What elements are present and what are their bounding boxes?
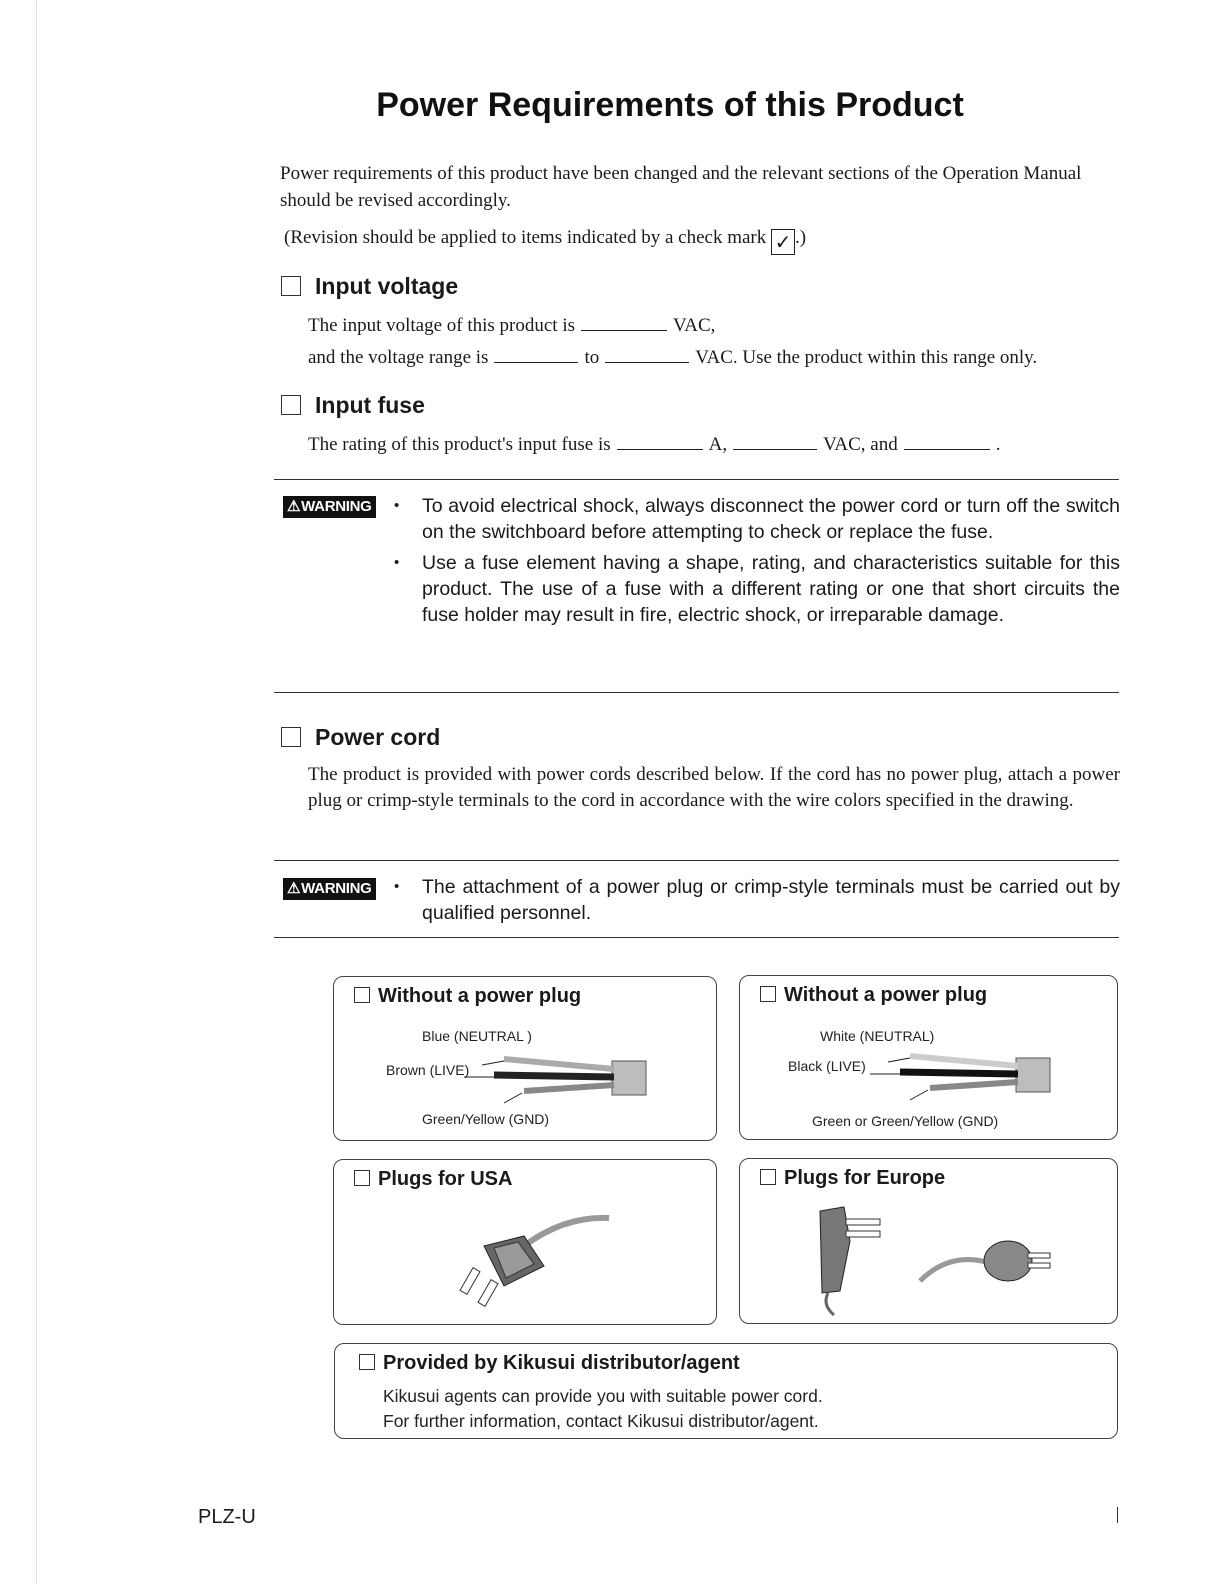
warning-triangle-icon: ⚠ bbox=[287, 498, 301, 515]
revision-text: (Revision should be applied to items indicated by a check mark bbox=[284, 227, 772, 248]
power-cord-label: Power cord bbox=[315, 724, 441, 750]
divider bbox=[274, 937, 1119, 938]
ground-wire-label: Green or Green/Yellow (GND) bbox=[812, 1113, 999, 1129]
live-wire-label: Black (LIVE) bbox=[788, 1058, 866, 1074]
footer-model: PLZ-U bbox=[198, 1506, 256, 1528]
divider bbox=[274, 479, 1119, 480]
fuse-end: . bbox=[995, 434, 1001, 455]
panel-plugs-europe bbox=[739, 1158, 1118, 1324]
panel-provided-by-agent bbox=[334, 1343, 1118, 1439]
input-fuse-line bbox=[308, 433, 1000, 456]
range-end-text: VAC. Use the product within this range only. bbox=[695, 347, 1038, 368]
page-mark bbox=[1117, 1507, 1118, 1523]
neutral-wire-label: Blue (NEUTRAL ) bbox=[422, 1028, 532, 1044]
agent-line-2: For further information, contact Kikusui distributor/agent. bbox=[383, 1411, 819, 1431]
input-voltage-line-1 bbox=[308, 314, 715, 337]
neutral-wire-label: White (NEUTRAL) bbox=[820, 1028, 935, 1044]
panel-title-text: Without a power plug bbox=[784, 984, 988, 1006]
power-cord-paragraph: The product is provided with power cords described below. If the cord has no power plug, attach a power plug or crimp-style terminals to the cord in accordance with the wire colors specified in the drawing. bbox=[308, 764, 1120, 811]
cord-warning-list bbox=[422, 874, 1120, 926]
usa-plug-icon bbox=[444, 1206, 614, 1316]
option-checkbox[interactable] bbox=[354, 987, 370, 1003]
live-wire-label: Brown (LIVE) bbox=[386, 1062, 470, 1078]
option-checkbox[interactable] bbox=[359, 1354, 375, 1370]
panel-plugs-usa bbox=[333, 1159, 717, 1325]
fuse-volt-unit: VAC, and bbox=[823, 434, 898, 455]
fuse-warning-item: • Use a fuse element having a shape, rating, and characteristics suitable for this product. The use of a fuse with a different rating or one that short circuits the fuse holder may result in fire, electric shock, or irreparable damage. bbox=[422, 550, 1120, 628]
panel-title bbox=[354, 985, 581, 1008]
input-fuse-label: Input fuse bbox=[315, 392, 425, 418]
panel-title-text: Plugs for USA bbox=[378, 1168, 513, 1190]
divider bbox=[274, 860, 1119, 861]
range-min-blank bbox=[494, 346, 578, 363]
page-title: Power Requirements of this Product bbox=[376, 86, 964, 124]
power-cord-checkbox[interactable] bbox=[281, 727, 301, 747]
range-to-text: to bbox=[584, 347, 600, 368]
scan-edge bbox=[36, 0, 38, 1584]
panel-without-plug-us bbox=[739, 975, 1118, 1140]
divider bbox=[274, 692, 1119, 693]
warning-label: WARNING bbox=[301, 880, 372, 897]
option-checkbox[interactable] bbox=[354, 1170, 370, 1186]
option-checkbox[interactable] bbox=[760, 986, 776, 1002]
range-max-blank bbox=[605, 346, 689, 363]
input-voltage-line-2 bbox=[308, 346, 1037, 369]
warning-triangle-icon: ⚠ bbox=[287, 880, 301, 897]
revision-text-end: .) bbox=[795, 227, 807, 248]
ground-wire-label: Green/Yellow (GND) bbox=[422, 1111, 550, 1127]
power-cord-heading bbox=[281, 724, 440, 751]
fuse-text: The rating of this product's input fuse is bbox=[308, 434, 611, 455]
input-fuse-checkbox[interactable] bbox=[281, 395, 301, 415]
wire-illustration bbox=[464, 1039, 654, 1111]
intro-paragraph: Power requirements of this product have been changed and the relevant sections of the Operation Manual should be revised accordingly. bbox=[280, 163, 1082, 211]
option-checkbox[interactable] bbox=[760, 1169, 776, 1185]
warning-badge bbox=[283, 878, 376, 900]
panel-title bbox=[354, 1168, 512, 1191]
input-voltage-heading bbox=[281, 273, 458, 300]
revision-note bbox=[284, 224, 806, 255]
panel-title-text: Without a power plug bbox=[378, 985, 582, 1007]
agent-line-1: Kikusui agents can provide you with suitable power cord. bbox=[383, 1386, 823, 1406]
input-voltage-checkbox[interactable] bbox=[281, 276, 301, 296]
input-voltage-text: The input voltage of this product is bbox=[308, 315, 576, 336]
wire-illustration bbox=[870, 1038, 1060, 1110]
voltage-blank bbox=[581, 314, 667, 331]
fuse-amp-blank bbox=[617, 433, 703, 450]
panel-title-text: Plugs for Europe bbox=[784, 1167, 946, 1189]
europe-plug-icon bbox=[800, 1201, 1100, 1317]
fuse-warning-list bbox=[422, 493, 1120, 628]
fuse-amp-unit: A, bbox=[708, 434, 728, 455]
panel-title bbox=[760, 1167, 945, 1190]
panel-title-text: Provided by Kikusui distributor/agent bbox=[383, 1352, 740, 1374]
input-fuse-heading bbox=[281, 392, 425, 419]
cord-warning-item: • The attachment of a power plug or crimp-style terminals must be carried out by qualified personnel. bbox=[422, 874, 1120, 926]
input-voltage-unit: VAC, bbox=[673, 315, 716, 336]
panel-title bbox=[359, 1352, 740, 1375]
panel-without-plug-eu bbox=[333, 976, 717, 1141]
check-mark-icon: ✓ bbox=[771, 229, 795, 255]
fuse-volt-blank bbox=[733, 433, 817, 450]
warning-badge bbox=[283, 496, 376, 518]
fuse-warning-item: • To avoid electrical shock, always disconnect the power cord or turn off the switch on the switchboard before attempting to check or replace the fuse. bbox=[422, 493, 1120, 545]
agent-description bbox=[383, 1384, 823, 1434]
panel-title bbox=[760, 984, 987, 1007]
input-voltage-label: Input voltage bbox=[315, 273, 459, 299]
fuse-type-blank bbox=[904, 433, 990, 450]
voltage-range-text: and the voltage range is bbox=[308, 347, 489, 368]
warning-label: WARNING bbox=[301, 498, 372, 515]
